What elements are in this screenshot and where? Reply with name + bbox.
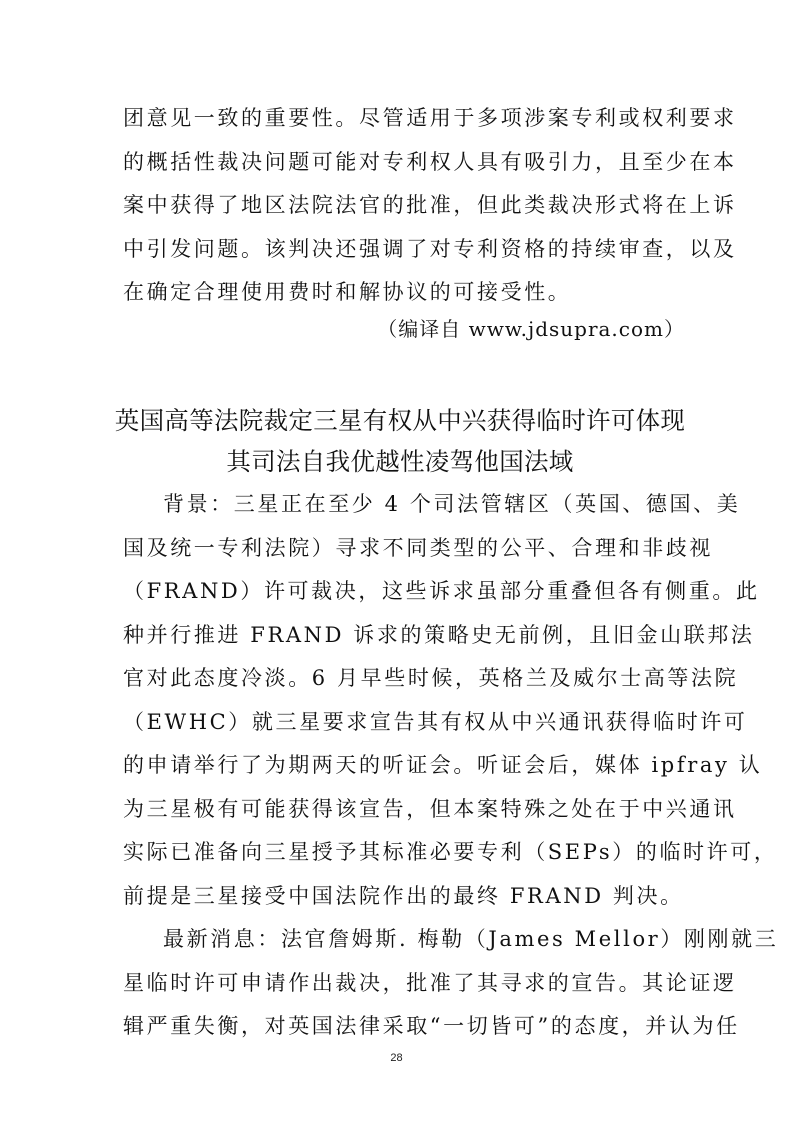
update-line: 星临时许可申请作出裁决，批准了其寻求的宣告。其论证逻: [123, 970, 737, 995]
article-body: [123, 483, 779, 1049]
background-line: （EWHC）就三星要求宣告其有权从中兴通讯获得临时许可: [123, 709, 748, 734]
background-line: 前提是三星接受中国法院作出的最终 FRAND 判决。: [123, 883, 684, 908]
page-number: 28: [390, 1052, 403, 1064]
article-title: [100, 400, 700, 482]
article-title-line: 其司法自我优越性凌驾他国法域: [226, 447, 574, 476]
intro-line: 团意见一致的重要性。尽管适用于多项涉案专利或权利要求: [123, 106, 737, 130]
intro-line: 案中获得了地区法院法官的批准，但此类裁决形式将在上诉: [123, 193, 737, 217]
update-line: 最新消息：法官詹姆斯. 梅勒（James Mellor）刚刚就三: [163, 927, 779, 951]
background-line: 官对此态度冷淡。6 月早些时候，英格兰及威尔士高等法院: [123, 666, 739, 690]
background-line: 为三星极有可能获得该宣告，但本案特殊之处在于中兴通讯: [123, 796, 737, 821]
background-line: 实际已准备向三星授予其标准必要专利（SEPs）的临时许可，: [123, 840, 778, 864]
source-note: （编译自 www.jdsupra.com）: [377, 317, 685, 341]
article-title-line: 英国高等法院裁定三星有权从中兴获得临时许可体现: [114, 406, 686, 435]
intro-line: 中引发问题。该判决还强调了对专利资格的持续审查，以及: [123, 236, 737, 261]
background-line: 背景：三星正在至少 4 个司法管辖区（英国、德国、美: [163, 492, 741, 516]
intro-line: 在确定合理使用费时和解协议的可接受性。: [123, 280, 572, 304]
background-line: （FRAND）许可裁决，这些诉求虽部分重叠但各有侧重。此: [123, 579, 760, 603]
intro-paragraph: [123, 97, 737, 315]
update-line: 辑严重失衡，对英国法律采取“一切皆可”的态度，并认为任: [123, 1014, 740, 1038]
intro-line: 的概括性裁决问题可能对专利权人具有吸引力，且至少在本: [123, 149, 737, 174]
background-line: 种并行推进 FRAND 诉求的策略史无前例，且旧金山联邦法: [123, 622, 755, 647]
background-line: 国及统一专利法院）寻求不同类型的公平、合理和非歧视: [123, 535, 713, 560]
background-line: 的申请举行了为期两天的听证会。听证会后，媒体 ipfray 认: [123, 753, 763, 777]
